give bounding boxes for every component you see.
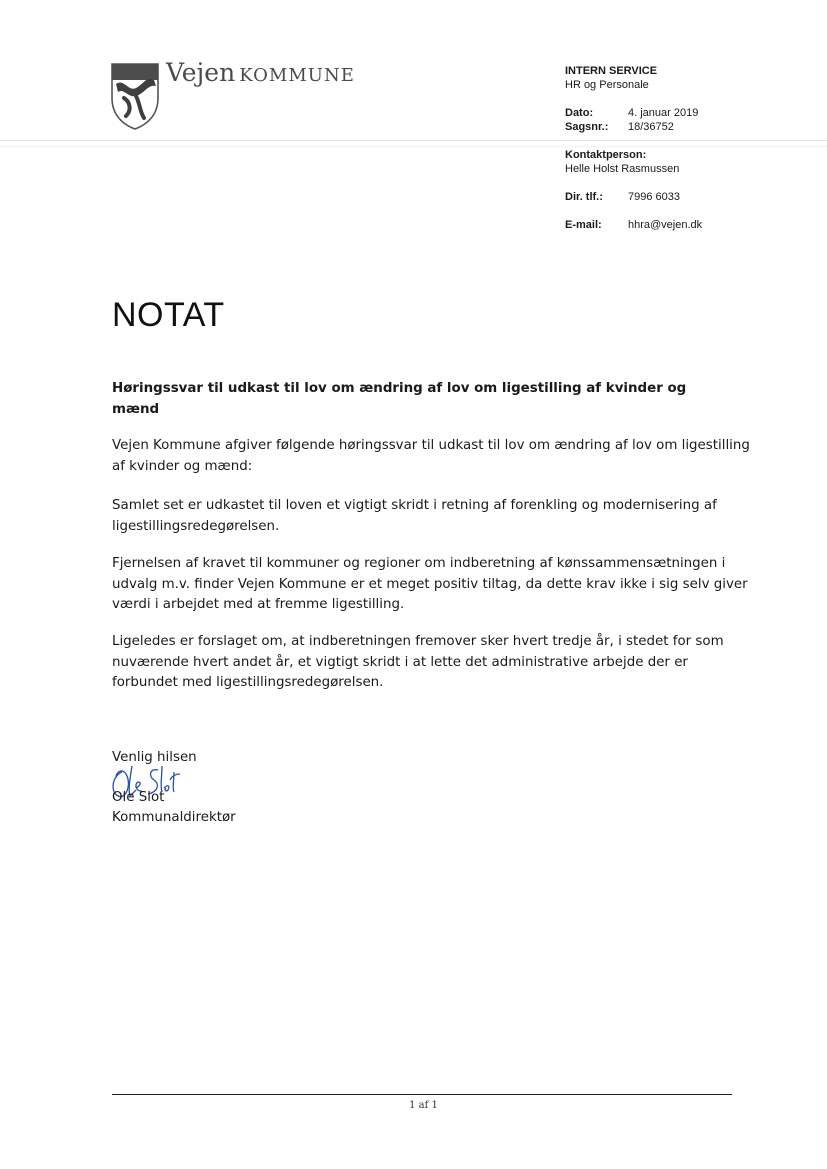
document-heading: Høringssvar til udkast til lov om ændring af lov om ligestilling af kvinder og mænd — [112, 381, 687, 417]
department-name: INTERN SERVICE — [565, 65, 658, 77]
logo-name-main: Vejen — [166, 58, 236, 87]
scan-artifact-line — [0, 146, 827, 147]
body-paragraph: Vejen Kommune afgiver følgende høringssvar til udkast til lov om ændring af lov om ligestilling af kvinder og mænd: — [112, 438, 750, 474]
phone-value: 7996 6033 — [628, 191, 680, 203]
document-title: NOTAT — [112, 296, 225, 334]
footer-divider — [112, 1094, 732, 1095]
case-number-value: 18/36752 — [628, 121, 674, 133]
body-paragraph: Ligeledes er forslaget om, at indberetningen fremover sker hvert tredje år, i stedet for som nuværende hvert andet år, et vigtigt skridt i at lette det administrative arbejde der er forbundet med ligestillingsredegørelsen. — [112, 634, 724, 691]
signer-name: Ole Slot — [112, 790, 165, 805]
email-label: E-mail: — [565, 219, 602, 231]
signer-role: Kommunaldirektør — [112, 810, 236, 825]
page-number: 1 af 1 — [409, 1100, 438, 1111]
body-paragraph: Fjernelsen af kravet til kommuner og regioner om indberetning af kønssammensætningen i udvalg m.v. finder Vejen Kommune er et meget positiv tiltag, da dette krav ikke i sig selv giver værdi i arbejdet med at fremme ligestilling. — [112, 556, 748, 613]
vejen-kommune-logo — [110, 58, 355, 132]
vejen-coat-of-arms-icon — [110, 62, 160, 130]
logo-name-sub: KOMMUNE — [239, 65, 355, 86]
contact-label: Kontaktperson: — [565, 149, 647, 161]
body-paragraph: Samlet set er udkastet til loven et vigtigt skridt i retning af forenkling og modernisering af ligestillingsredegørelsen. — [112, 498, 717, 534]
unit-name: HR og Personale — [565, 79, 649, 91]
scan-artifact-line — [0, 140, 827, 141]
closing-greeting: Venlig hilsen — [112, 750, 197, 765]
logo-wordmark — [166, 58, 355, 87]
email-value[interactable]: hhra@vejen.dk — [628, 219, 703, 231]
contact-value: Helle Holst Rasmussen — [565, 163, 680, 175]
case-number-label: Sagsnr.: — [565, 121, 609, 133]
date-value: 4. januar 2019 — [628, 107, 699, 119]
phone-label: Dir. tlf.: — [565, 191, 603, 203]
date-label: Dato: — [565, 107, 594, 119]
